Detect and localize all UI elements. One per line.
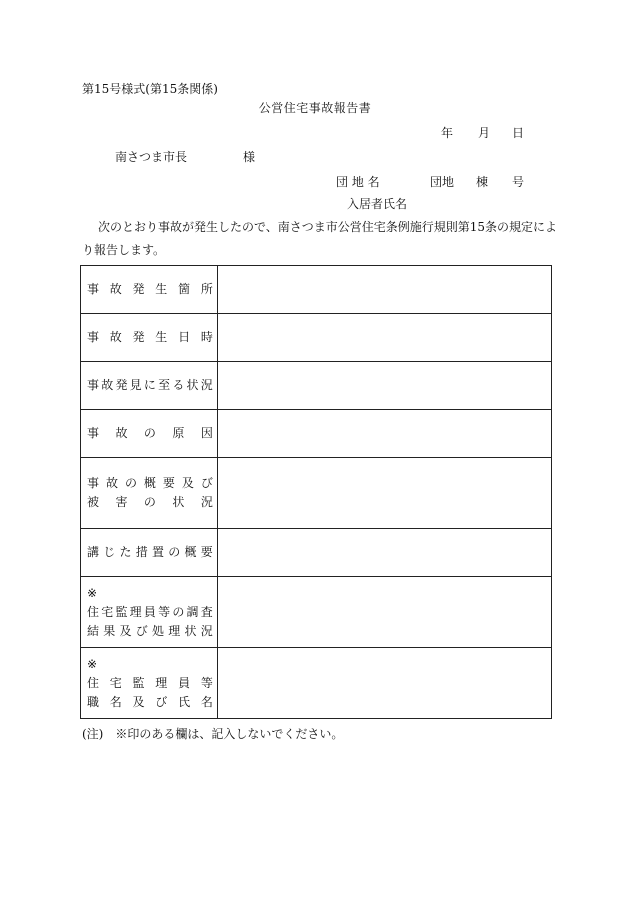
footnote: (注) ※印のある欄は、記入しないでください。 — [82, 727, 344, 741]
row-label-line: 事 故 発 生 日 時 — [87, 330, 213, 344]
row-value-accident-cause[interactable] — [217, 410, 551, 458]
resident-name-label: 入居者氏名 — [347, 197, 408, 211]
table-row-inspector-findings — [81, 577, 552, 648]
date-year-label: 年 — [441, 126, 454, 140]
table-row-measures-taken — [81, 529, 552, 577]
body-text-line-2: り報告します。 — [82, 243, 166, 257]
row-label-discovery-circumstances — [81, 362, 218, 410]
row-value-accident-location[interactable] — [217, 266, 551, 314]
row-value-accident-summary-damage[interactable] — [217, 458, 551, 529]
date-day-label: 日 — [512, 126, 525, 140]
honorific: 様 — [243, 150, 256, 164]
table-row-accident-summary-damage — [81, 458, 552, 529]
row-label-line: 事 故 の 概 要 及 び — [87, 476, 213, 490]
table-row-accident-cause — [81, 410, 552, 458]
row-label-accident-datetime — [81, 314, 218, 362]
date-month-label: 月 — [478, 126, 491, 140]
row-label-accident-cause — [81, 410, 218, 458]
reference-mark: ※ — [87, 656, 98, 671]
estate-name-label: 団 地 名 — [336, 175, 380, 189]
table-row-inspector-name — [81, 648, 552, 719]
estate-label: 団地 — [430, 175, 455, 189]
row-label-line: 講 じ た 措 置 の 概 要 — [87, 545, 213, 559]
row-label-line: 被 害 の 状 況 — [87, 495, 213, 509]
row-label-line: 事 故 発 見 に 至 る 状 況 — [87, 378, 213, 392]
unit-number-label: 号 — [512, 175, 525, 189]
row-label-line: 事 故 発 生 箇 所 — [87, 282, 213, 296]
row-label-line: 事 故 の 原 因 — [87, 426, 213, 440]
page-title: 公営住宅事故報告書 — [258, 101, 372, 115]
form-number: 第15号様式(第15条関係) — [82, 82, 218, 96]
table-row-accident-datetime — [81, 314, 552, 362]
row-label-measures-taken — [81, 529, 218, 577]
row-label-line: 住 宅 監 理 員 等 の 調 査 — [87, 604, 213, 619]
row-label-line: 住 宅 監 理 員 等 — [87, 675, 213, 690]
row-value-inspector-name[interactable] — [217, 648, 551, 719]
table-row-discovery-circumstances — [81, 362, 552, 410]
row-value-accident-datetime[interactable] — [217, 314, 551, 362]
table-row-accident-location — [81, 266, 552, 314]
row-label-accident-location — [81, 266, 218, 314]
report-table — [80, 265, 552, 719]
row-value-inspector-findings[interactable] — [217, 577, 551, 648]
row-label-line: 職 名 及 び 氏 名 — [87, 694, 213, 709]
building-label: 棟 — [476, 175, 489, 189]
row-value-discovery-circumstances[interactable] — [217, 362, 551, 410]
addressee: 南さつま市長 — [115, 150, 188, 164]
body-text-line-1: 次のとおり事故が発生したので、南さつま市公営住宅条例施行規則第15条の規定によ — [98, 220, 558, 234]
row-label-accident-summary-damage — [81, 458, 218, 529]
row-label-inspector-name — [81, 648, 218, 719]
reference-mark: ※ — [87, 585, 98, 600]
row-value-measures-taken[interactable] — [217, 529, 551, 577]
row-label-line: 結 果 及 び 処 理 状 況 — [87, 623, 213, 638]
row-label-inspector-findings — [81, 577, 218, 648]
